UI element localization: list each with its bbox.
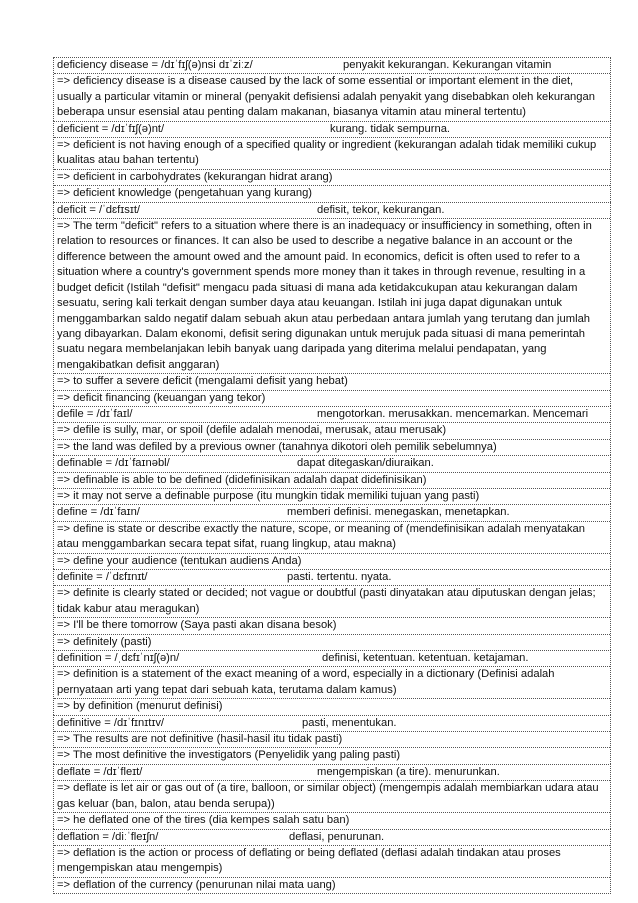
entry-example: => definitely (pasti) bbox=[57, 635, 152, 648]
dictionary-entry bbox=[53, 504, 611, 569]
entry-headline bbox=[54, 456, 610, 472]
dictionary-entry bbox=[53, 455, 611, 504]
dictionary-entry bbox=[53, 569, 611, 650]
dictionary-page bbox=[53, 57, 611, 894]
dictionary-entry bbox=[53, 764, 611, 829]
dictionary-entry bbox=[53, 406, 611, 455]
entry-headline bbox=[54, 651, 610, 667]
entry-headline bbox=[54, 203, 610, 219]
entry-headline bbox=[54, 830, 610, 846]
entry-meaning: penyakit kekurangan. Kekurangan vitamin bbox=[343, 59, 552, 71]
entry-example: => he deflated one of the tires (dia kempes salah satu ban) bbox=[57, 814, 350, 827]
entry-example: => it may not serve a definable purpose (itu mungkin tidak memiliki tujuan yang pasti) bbox=[57, 489, 480, 502]
entry-term: deflate = /dɪˈfleɪt/ bbox=[57, 765, 143, 778]
entry-meaning: dapat ditegaskan/diuraikan. bbox=[297, 457, 434, 470]
entry-term: deficiency disease = /dɪˈfɪʃ(ə)nsi dɪˈziːz/ bbox=[57, 59, 253, 71]
entry-headline bbox=[54, 716, 610, 732]
entry-term: definable = /dɪˈfaɪnəbl/ bbox=[57, 457, 170, 470]
entry-term: defile = /dɪˈfaɪl/ bbox=[57, 407, 133, 420]
entry-term: definite = /ˈdɛfɪnɪt/ bbox=[57, 571, 148, 583]
entry-example: => define is state or describe exactly the nature, scope, or meaning of (mendefinisikan adalah menyatakan atau menggambarkan secara tepat sifat, ruang lingkup, atau makna) bbox=[54, 522, 610, 554]
entry-meaning: deflasi, penurunan. bbox=[289, 830, 385, 843]
entry-example: => definable is able to be defined (didefinisikan adalah dapat didefinisikan) bbox=[54, 473, 610, 489]
entry-example: => definite is clearly stated or decided; not vague or doubtful (pasti dinyatakan atau diputuskan dengan jelas; tidak kabur atau meragukan) bbox=[54, 586, 610, 618]
entry-term: deficit = /ˈdɛfɪsɪt/ bbox=[57, 203, 141, 216]
entry-example: => The most definitive the investigators (Penyelidik yang paling pasti) bbox=[57, 749, 401, 762]
entry-term: definitive = /dɪˈfɪnɪtɪv/ bbox=[57, 716, 165, 729]
entry-example: => The results are not definitive (hasil-hasil itu tidak pasti) bbox=[54, 732, 610, 748]
entry-example: => deflate is let air or gas out of (a tire, balloon, or similar object) (mengempis adalah membiarkan udara atau gas keluar (ban, balon, atau benda serupa)) bbox=[54, 781, 610, 813]
entry-meaning: definisi, ketentuan. ketentuan. ketajaman. bbox=[322, 652, 529, 665]
entry-example: => deflation of the currency (penurunan nilai mata uang) bbox=[57, 878, 336, 891]
entry-example: => I'll be there tomorrow (Saya pasti akan disana besok) bbox=[54, 618, 610, 634]
entry-meaning: pasti, menentukan. bbox=[302, 716, 397, 729]
entry-example: => deficiency disease is a disease caused by the lack of some essential or important element in the diet, usually a particular vitamin or mineral (penyakit defisiensi adalah penyakit yang disebabkan oleh kekurangan beberapa unsur esensial atau penting dalam makanan, biasanya vitamin atau mineral tertentu) bbox=[57, 75, 595, 119]
dictionary-entry bbox=[53, 202, 611, 406]
entry-example: => The term "deficit" refers to a situation where there is an inadequacy or insufficiency in something, often in relation to resources or finances. It can also be used to describe a negative balance in an account or the difference between the amount owed and the amount paid. In economics, deficit is often used to refer to a situation where a country's government spends more money than it takes in through revenue, resulting in a budget deficit (Istilah "defisit" mengacu pada situasi di mana ada ketidakcukupan atau kekurangan dalam sesuatu, sering kali terkait dengan sumber daya atau keuangan. Istilah ini juga dapat digunakan untuk menggambarkan saldo negatif dalam sebuah akun atau perbedaan antara jumlah yang terutang dan jumlah yang dibayarkan. Dalam ekonomi, defisit sering digunakan untuk merujuk pada situasi di mana pemerintah suatu negara membelanjakan lebih banyak uang daripada yang diterima melalui pendapatan, yang mengakibatkan defisit anggaran) bbox=[54, 219, 610, 374]
entry-example: => by definition (menurut definisi) bbox=[57, 700, 223, 713]
entry-example: => the land was defiled by a previous owner (tanahnya dikotori oleh pemilik sebelumnya) bbox=[57, 440, 497, 453]
entry-headline bbox=[54, 122, 610, 138]
entry-example: => defile is sully, mar, or spoil (defile adalah menodai, merusak, atau merusak) bbox=[54, 423, 610, 439]
entry-example: => definition is a statement of the exact meaning of a word, especially in a dictionary (Definisi adalah pernyataan arti yang tepat dari sebuah kata, terutama dalam kamus) bbox=[54, 667, 610, 699]
entry-term: definition = /ˌdɛfɪˈnɪʃ(ə)n/ bbox=[57, 652, 180, 665]
entry-meaning: pasti. tertentu. nyata. bbox=[287, 571, 392, 583]
entry-meaning: mengotorkan. merusakkan. mencemarkan. Mencemari bbox=[317, 407, 589, 420]
entry-term: define = /dɪˈfaɪn/ bbox=[57, 506, 140, 519]
dictionary-entry bbox=[53, 715, 611, 764]
entry-term: deficient = /dɪˈfɪʃ(ə)nt/ bbox=[57, 122, 165, 135]
entry-example: => define your audience (tentukan audiens Anda) bbox=[57, 554, 302, 567]
entry-headline bbox=[54, 58, 610, 74]
dictionary-entry bbox=[53, 121, 611, 202]
entry-meaning: defisit, tekor, kekurangan. bbox=[317, 203, 445, 216]
dictionary-entry bbox=[53, 57, 611, 121]
entry-headline bbox=[54, 407, 610, 423]
entry-headline bbox=[54, 505, 610, 521]
entry-example: => deficient knowledge (pengetahuan yang kurang) bbox=[57, 187, 313, 200]
entry-headline bbox=[54, 765, 610, 781]
dictionary-entry bbox=[53, 650, 611, 715]
entry-term: deflation = /diːˈfleɪʃn/ bbox=[57, 830, 159, 843]
entry-headline bbox=[54, 570, 610, 586]
entry-example: => to suffer a severe deficit (mengalami defisit yang hebat) bbox=[54, 374, 610, 390]
entry-example: => deficient in carbohydrates (kekurangan hidrat arang) bbox=[54, 170, 610, 186]
entry-meaning: memberi definisi. menegaskan, menetapkan. bbox=[287, 506, 510, 519]
entry-meaning: kurang. tidak sempurna. bbox=[330, 122, 451, 135]
dictionary-entry bbox=[53, 829, 611, 895]
entry-example: => deflation is the action or process of deflating or being deflated (deflasi adalah tindakan atau proses mengempiskan atau mengempis) bbox=[54, 846, 610, 878]
entry-meaning: mengempiskan (a tire). menurunkan. bbox=[317, 765, 500, 778]
entry-example: => deficit financing (keuangan yang tekor) bbox=[57, 391, 266, 404]
entry-example: => deficient is not having enough of a specified quality or ingredient (kekurangan adalah tidak memiliki cukup kualitas atau bahan tertentu) bbox=[54, 138, 610, 170]
